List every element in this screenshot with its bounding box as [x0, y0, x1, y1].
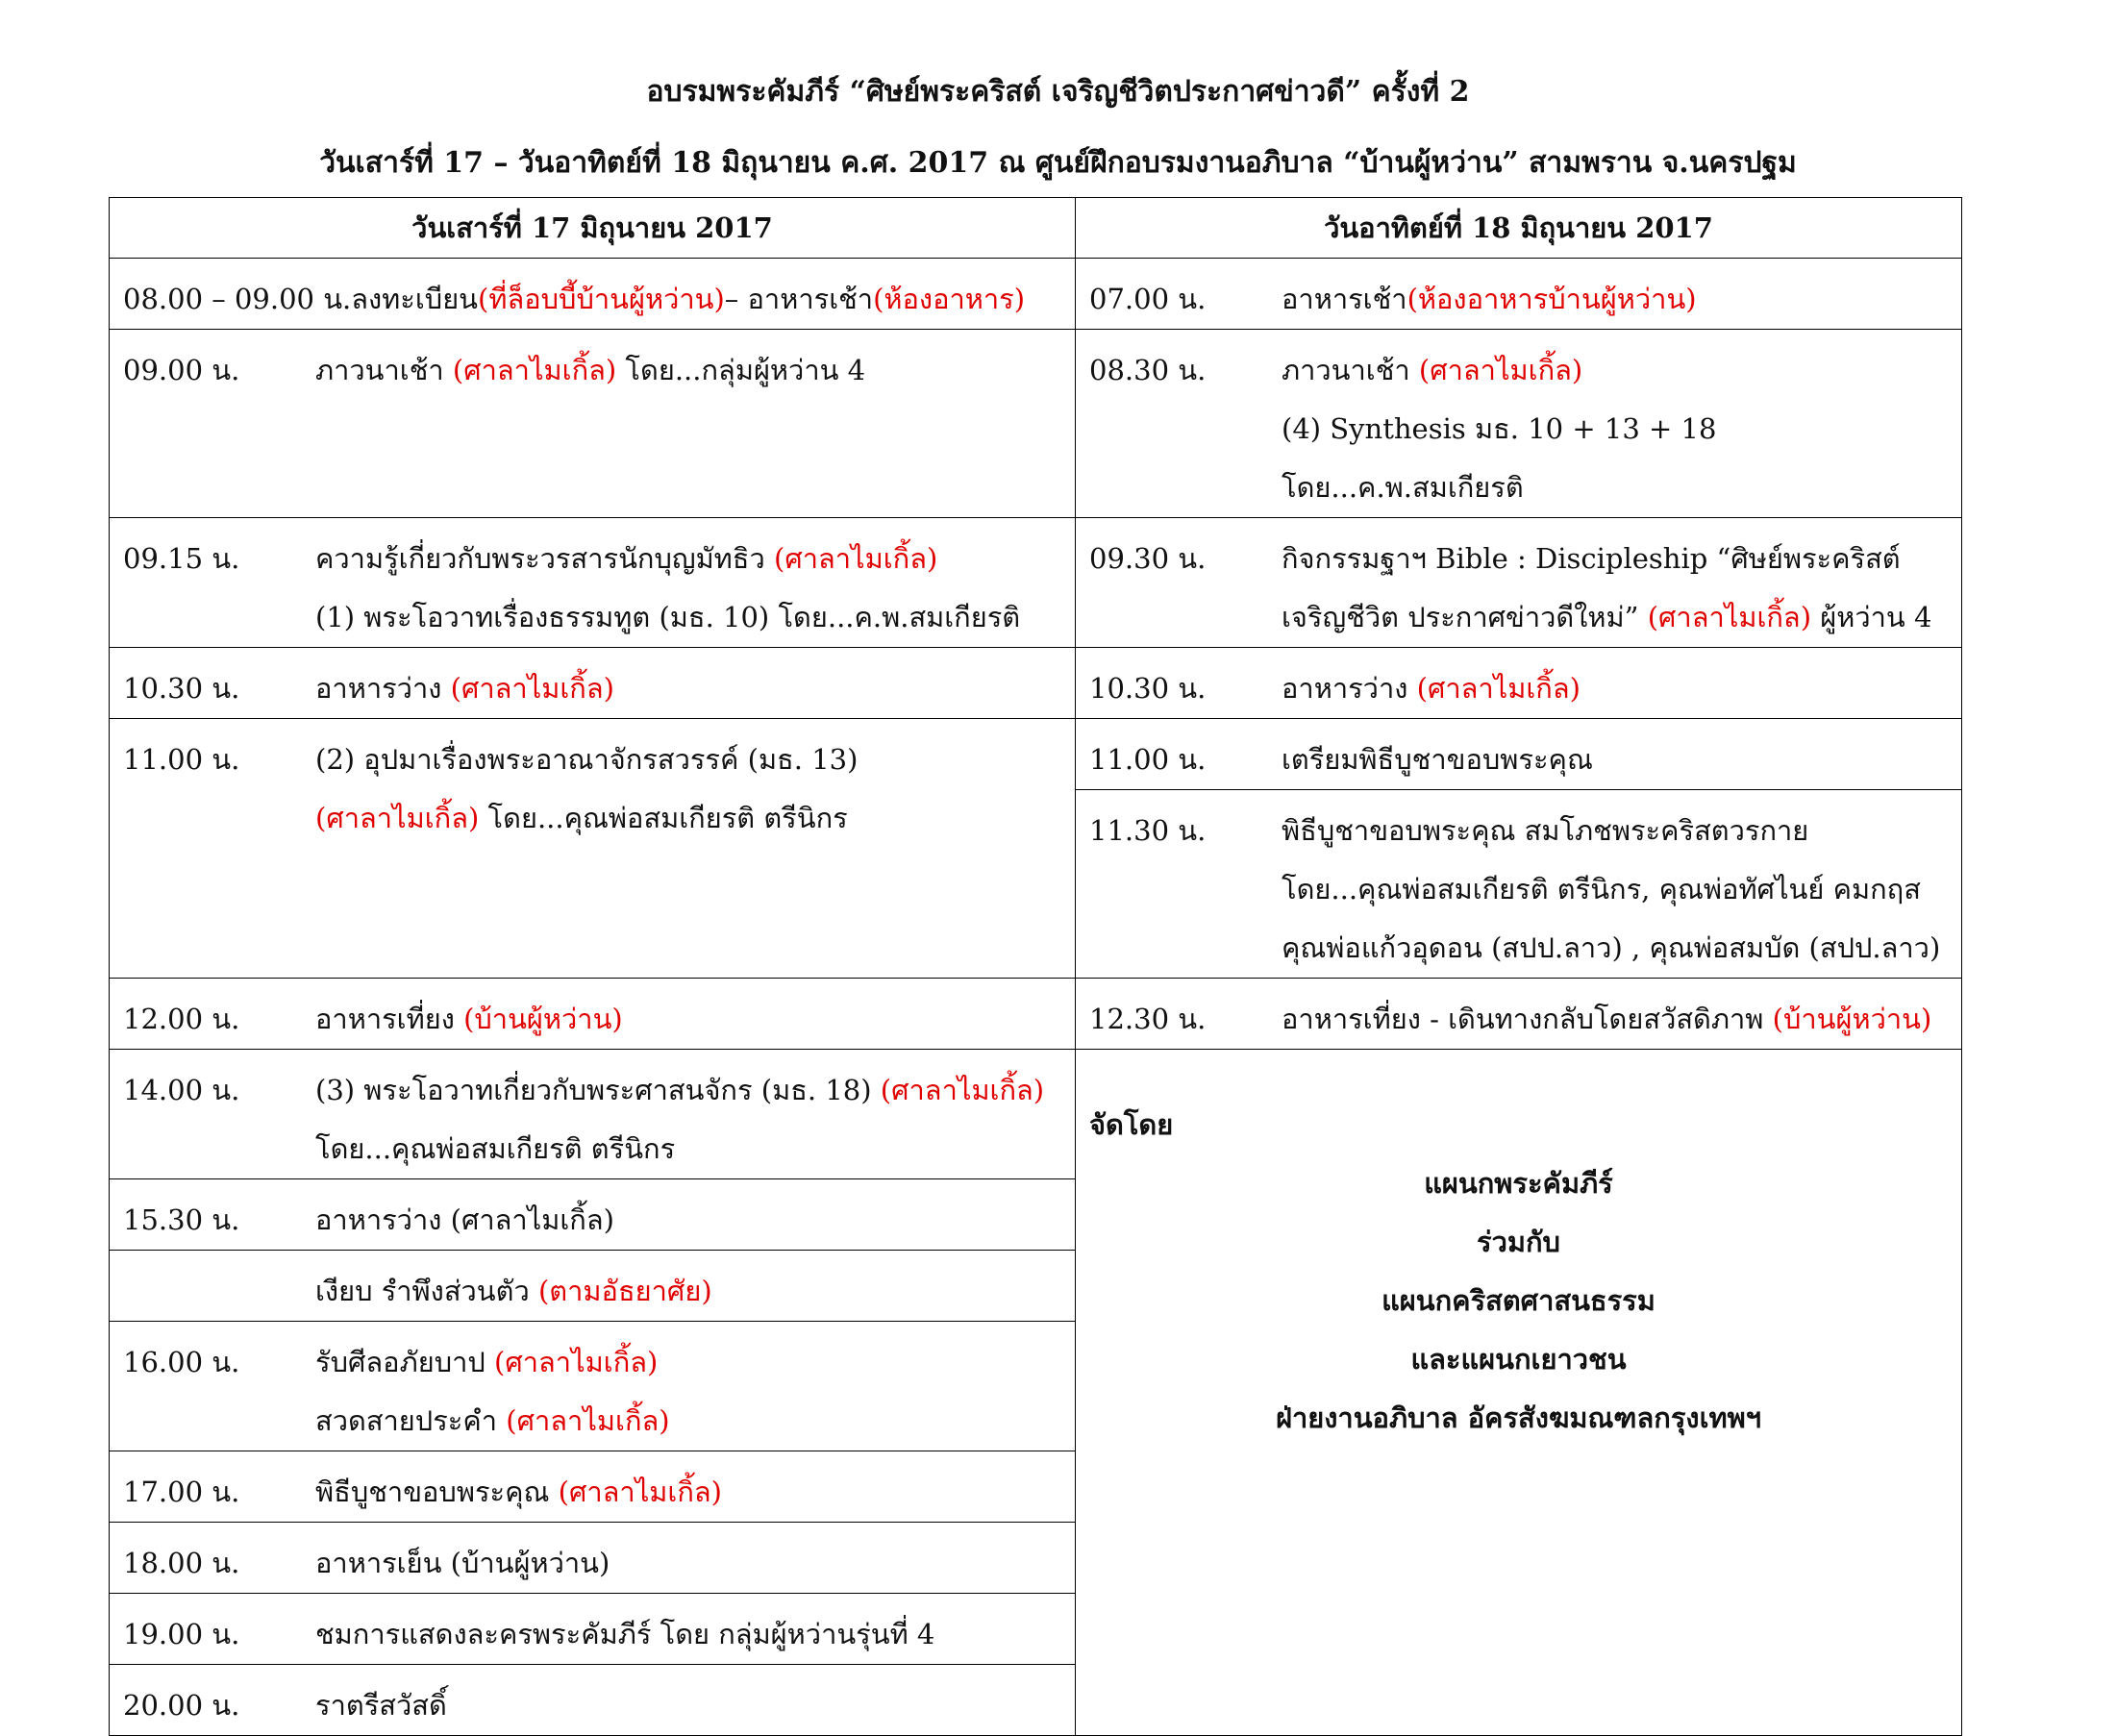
location: (ศาลาไมเกิ้ล) — [774, 542, 938, 575]
location: (ศาลาไมเกิ้ล) — [558, 1476, 722, 1508]
location: (ห้องอาหารบ้านผู้หว่าน) — [1407, 283, 1697, 315]
time-label: 12.00 น. — [123, 1003, 240, 1035]
time-label: 14.00 น. — [123, 1074, 240, 1106]
sun-row-0830 — [1076, 330, 1962, 518]
activity: ภาวนาเช้า — [1282, 354, 1419, 386]
activity: อาหารเย็น (บ้านผู้หว่าน) — [315, 1547, 610, 1579]
activity: ความรู้เกี่ยวกับพระวรสารนักบุญมัทธิว — [315, 542, 774, 575]
time-label: 07.00 น. — [1089, 283, 1207, 315]
sat-row-0900 — [110, 330, 1076, 518]
sat-row-1030 — [110, 648, 1076, 719]
location: (ศาลาไมเกิ้ล) — [450, 672, 614, 705]
location: (ศาลาไมเกิ้ล) — [1647, 601, 1812, 633]
time-label: 19.00 น. — [123, 1618, 240, 1650]
time-label: 11.00 น. — [1089, 743, 1207, 776]
location: (ตามอัธยาศัย) — [537, 1275, 712, 1307]
saturday-header: วันเสาร์ที่ 17 มิถุนายน 2017 — [110, 198, 1076, 259]
activity: อาหารว่าง — [1282, 672, 1417, 705]
time-label: 09.15 น. — [123, 542, 240, 575]
activity: โดย...กลุ่มผู้หว่าน 4 — [616, 354, 866, 386]
location: (บ้านผู้หว่าน) — [463, 1003, 623, 1035]
activity: พิธีบูชาขอบพระคุณ — [315, 1476, 559, 1508]
activity: โดย...คุณพ่อสมเกียรติ ตรีนิกร — [315, 1132, 676, 1165]
activity: ผู้หว่าน 4 — [1811, 601, 1932, 633]
activity: เจริญชีวิต ประกาศข่าวดีใหม่” — [1282, 601, 1648, 633]
location: (ศาลาไมเกิ้ล) — [315, 802, 480, 834]
document-subtitle: วันเสาร์ที่ 17 – วันอาทิตย์ที่ 18 มิถุนายน ค.ศ. 2017 ณ ศูนย์ฝึกอบรมงานอภิบาล “บ้านผู้หว่าน” สามพราน จ.นครปฐม — [319, 146, 1797, 180]
schedule-table — [109, 197, 1962, 1736]
location: (บ้านผู้หว่าน) — [1772, 1003, 1932, 1035]
location: (ศาลาไมเกิ้ล) — [880, 1074, 1045, 1106]
sun-row-1230 — [1076, 979, 1962, 1050]
time-label: 16.00 น. — [123, 1346, 240, 1378]
organizer-line: และแผนกเยาวชน — [1410, 1343, 1627, 1376]
activity: ชมการแสดงละครพระคัมภีร์ โดย กลุ่มผู้หว่านรุ่นที่ 4 — [315, 1618, 935, 1650]
sat-row-1530 — [110, 1179, 1076, 1251]
sun-row-1030 — [1076, 648, 1962, 719]
organizer-line: ร่วมกับ — [1477, 1226, 1560, 1258]
time-label: 09.00 น. — [123, 354, 240, 386]
time-label: 17.00 น. — [123, 1476, 240, 1508]
activity: โดย...คุณพ่อสมเกียรติ ตรีนิกร — [479, 802, 848, 834]
activity: ลงทะเบียน — [351, 283, 479, 315]
activity: เตรียมพิธีบูชาขอบพระคุณ — [1282, 743, 1593, 776]
time-label: 10.30 น. — [1089, 672, 1207, 705]
sat-row-1200 — [110, 979, 1076, 1050]
location: (ศาลาไมเกิ้ล) — [494, 1346, 659, 1378]
organizer-label: จัดโดย — [1089, 1108, 1174, 1141]
sat-row-1100 — [110, 719, 1076, 979]
activity: รับศีลอภัยบาป — [315, 1346, 495, 1378]
activity: (3) พระโอวาทเกี่ยวกับพระศาสนจักร (มธ. 18) — [315, 1074, 881, 1106]
activity: อาหารเช้า — [1282, 283, 1407, 315]
activity: – อาหารเช้า — [724, 283, 874, 315]
sun-row-0930 — [1076, 518, 1962, 648]
location: (ศาลาไมเกิ้ล) — [1416, 672, 1581, 705]
activity: อาหารว่าง — [315, 672, 451, 705]
activity: อาหารเที่ยง - เดินทางกลับโดยสวัสดิภาพ — [1282, 1003, 1773, 1035]
activity: คุณพ่อแก้วอุดอน (สปป.ลาว) , คุณพ่อสมบัด (สปป.ลาว) — [1282, 931, 1941, 964]
location: (ศาลาไมเกิ้ล) — [1418, 354, 1583, 386]
activity: กิจกรรมฐาฯ Bible : Discipleship “ศิษย์พระคริสต์ — [1282, 542, 1901, 575]
sat-row-2000 — [110, 1665, 1076, 1736]
sat-row-1600 — [110, 1322, 1076, 1451]
time-label: 10.30 น. — [123, 672, 240, 705]
activity: โดย...คุณพ่อสมเกียรติ ตรีนิกร, คุณพ่อทัศไนย์ คมกฤส — [1282, 873, 1921, 905]
sat-row-silence — [110, 1251, 1076, 1322]
time-label — [123, 1262, 315, 1321]
document-title: อบรมพระคัมภีร์ “ศิษย์พระคริสต์ เจริญชีวิตประกาศข่าวดี” ครั้งที่ 2 — [646, 75, 1470, 109]
location: (ศาลาไมเกิ้ล) — [506, 1404, 670, 1437]
location: (ศาลาไมเกิ้ล) — [452, 354, 617, 386]
activity: (4) Synthesis มธ. 10 + 13 + 18 — [1282, 412, 1717, 445]
sat-row-1900 — [110, 1594, 1076, 1665]
activity: อาหารเที่ยง — [315, 1003, 464, 1035]
organizer-line: แผนกคริสตศาสนธรรม — [1382, 1284, 1655, 1317]
time-label: 18.00 น. — [123, 1547, 240, 1579]
time-label: 09.30 น. — [1089, 542, 1207, 575]
activity: โดย...ค.พ.สมเกียรติ — [1282, 471, 1524, 504]
sun-row-1100 — [1076, 719, 1962, 790]
time-label: 12.30 น. — [1089, 1003, 1207, 1035]
sat-row-1800 — [110, 1523, 1076, 1594]
activity: ภาวนาเช้า — [315, 354, 453, 386]
time-label: 11.00 น. — [123, 743, 240, 776]
sat-row-1400 — [110, 1050, 1076, 1179]
activity: ราตรีสวัสดิ์ — [315, 1689, 447, 1722]
sun-row-1130 — [1076, 790, 1962, 979]
time-label: 15.30 น. — [123, 1203, 240, 1236]
activity: (2) อุปมาเรื่องพระอาณาจักรสวรรค์ (มธ. 13) — [315, 743, 859, 776]
sat-row-0915 — [110, 518, 1076, 648]
sat-row-0800 — [110, 259, 1076, 330]
time-label: 20.00 น. — [123, 1689, 240, 1722]
organizer-line: แผนกพระคัมภีร์ — [1424, 1167, 1613, 1200]
time-label: 11.30 น. — [1089, 814, 1207, 847]
organizer-line: ฝ่ายงานอภิบาล อัครสังฆมณฑลกรุงเทพฯ — [1276, 1401, 1761, 1434]
activity: พิธีบูชาขอบพระคุณ สมโภชพระคริสตวรกาย — [1282, 814, 1809, 847]
time-label: 08.30 น. — [1089, 354, 1207, 386]
activity: สวดสายประคำ — [315, 1404, 507, 1437]
location: (ห้องอาหาร) — [873, 283, 1026, 315]
sat-row-1700 — [110, 1451, 1076, 1523]
sunday-header: วันอาทิตย์ที่ 18 มิถุนายน 2017 — [1076, 198, 1962, 259]
organizer-block — [1076, 1050, 1962, 1736]
activity: เงียบ รำพึงส่วนตัว — [315, 1275, 538, 1307]
location: (ที่ล็อบบี้บ้านผู้หว่าน) — [478, 283, 725, 315]
time-label: 08.00 – 09.00 น. — [123, 283, 352, 315]
activity: (1) พระโอวาทเรื่องธรรมทูต (มธ. 10) โดย...ค.พ.สมเกียรติ — [315, 601, 1021, 633]
activity: อาหารว่าง (ศาลาไมเกิ้ล) — [315, 1203, 614, 1236]
sun-row-0700 — [1076, 259, 1962, 330]
